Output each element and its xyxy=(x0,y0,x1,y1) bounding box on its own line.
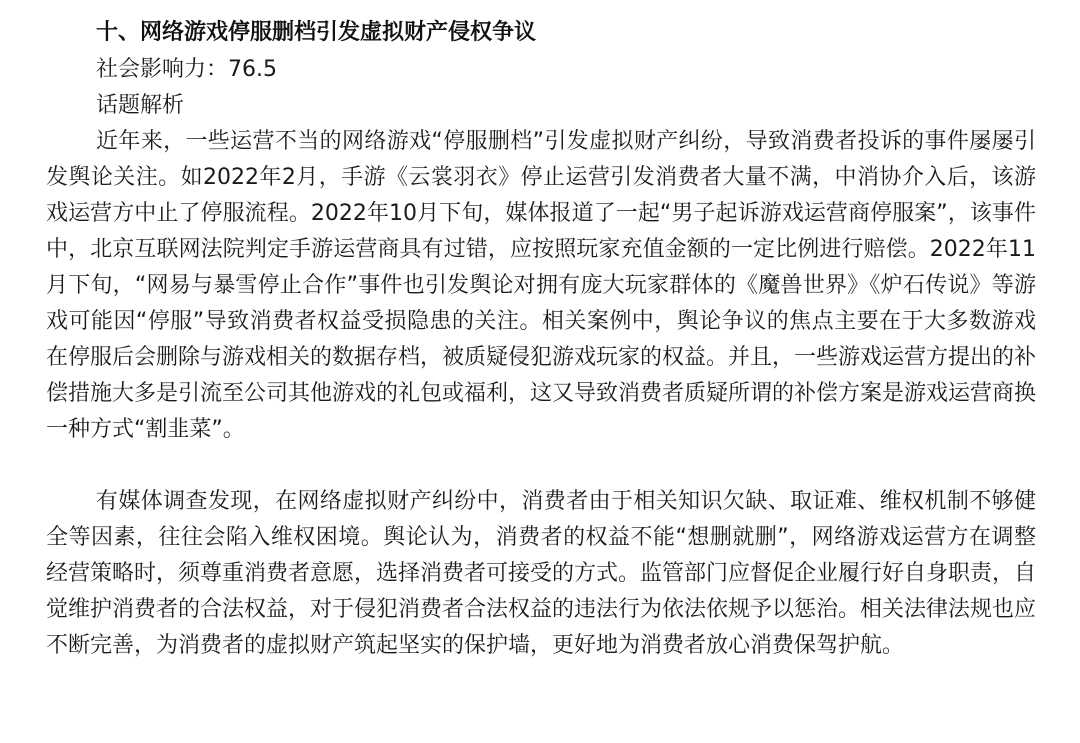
paragraph-1: 近年来，一些运营不当的网络游戏“停服删档”引发虚拟财产纠纷，导致消费者投诉的事件屡屡引发舆论关注。如2022年2月，手游《云裳羽衣》停止运营引发消费者大量不满，中消协介入后，该游戏运营方中止了停服流程。2022年10月下旬，媒体报道了一起“男子起诉游戏运营商停服案”，该事件中，北京互联网法院判定手游运营商具有过错，应按照玩家充值金额的一定比例进行赔偿。2022年11月下旬，“网易与暴雪停止合作”事件也引发舆论对拥有庞大玩家群体的《魔兽世界》《炉石传说》等游戏可能因“停服”导致消费者权益受损隐患的关注。相关案例中，舆论争议的焦点主要在于大多数游戏在停服后会删除与游戏相关的数据存档，被质疑侵犯游戏玩家的权益。并且，一些游戏运营方提出的补偿措施大多是引流至公司其他游戏的礼包或福利，这又导致消费者质疑所谓的补偿方案是游戏运营商换一种方式“割韭菜”。 xyxy=(46,129,1037,442)
article-title: 十、网络游戏停服删档引发虚拟财产侵权争议 xyxy=(96,20,537,45)
section-label: 话题解析 xyxy=(96,93,185,118)
impact-line xyxy=(46,52,1036,88)
impact-label: 社会影响力： xyxy=(96,57,229,82)
paragraph-gap xyxy=(46,448,1036,484)
paragraph-2: 有媒体调查发现，在网络虚拟财产纠纷中，消费者由于相关知识欠缺、取证难、维权机制不够健全等因素，往往会陷入维权困境。舆论认为，消费者的权益不能“想删就删”，网络游戏运营方在调整经营策略时，须尊重消费者意愿，选择消费者可接受的方式。监管部门应督促企业履行好自身职责，自觉维护消费者的合法权益，对于侵犯消费者合法权益的违法行为依法依规予以惩治。相关法律法规也应不断完善，为消费者的虚拟财产筑起坚实的保护墙，更好地为消费者放心消费保驾护航。 xyxy=(46,489,1037,658)
impact-value: 76.5 xyxy=(228,57,277,82)
article xyxy=(46,14,1036,664)
